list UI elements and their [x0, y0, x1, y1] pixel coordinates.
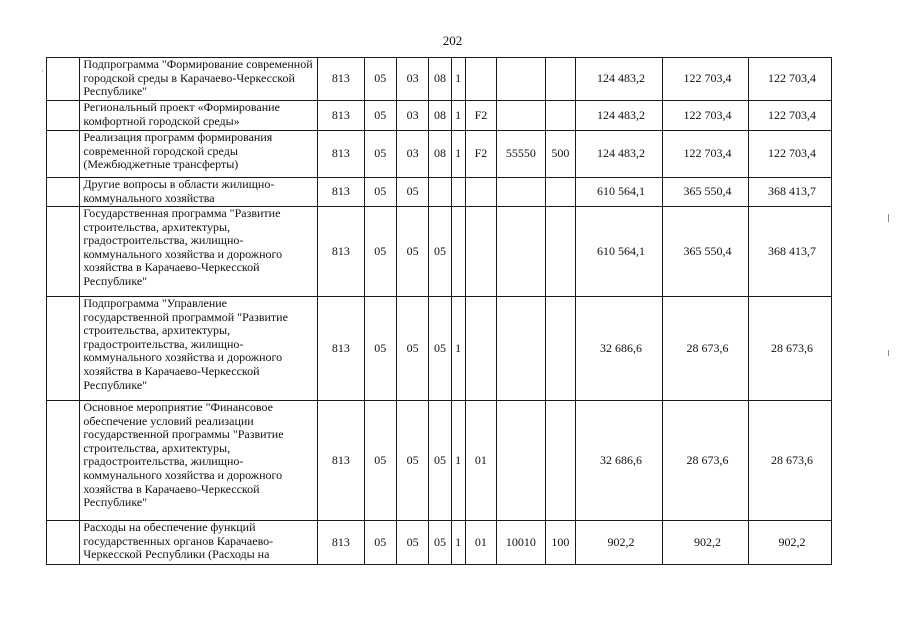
- item-name: Основное мероприятие "Финансовое обеспечение условий реализации государственной программы "Развитие строительства, архитектуры, градостроительства, жилищно-коммунального хозяйства и дорожного хозяйства в Карачаево-Черкесской Республике": [80, 401, 318, 521]
- table-row: [47, 521, 832, 565]
- amount-year-2: 365 550,4: [662, 178, 748, 207]
- expense-type-code: [545, 101, 575, 131]
- amount-year-3: 28 673,6: [748, 401, 831, 521]
- amount-year-1: 32 686,6: [576, 401, 663, 521]
- table-row: [47, 101, 832, 131]
- item-name: Расходы на обеспечение функций государственных органов Карачаево-Черкесской Республики (Расходы на: [80, 521, 318, 565]
- amount-year-3: 368 413,7: [748, 207, 831, 297]
- item-name: Государственная программа "Развитие строительства, архитектуры, градостроительства, жилищно-коммунального хозяйства и дорожного хозяйства в Карачаево-Черкесской Республике": [80, 207, 318, 297]
- event-code: F2: [465, 131, 496, 178]
- amount-year-2: 28 673,6: [662, 297, 748, 401]
- row-number-cell: [47, 178, 80, 207]
- table-row: [47, 131, 832, 178]
- row-number-cell: [47, 207, 80, 297]
- subprogram-code: 1: [451, 58, 465, 101]
- row-number-cell: [47, 101, 80, 131]
- subprogram-code: [451, 178, 465, 207]
- grbs-code: 813: [318, 131, 365, 178]
- row-number-cell: [47, 297, 80, 401]
- section-code: 05: [364, 401, 396, 521]
- amount-year-2: 28 673,6: [662, 401, 748, 521]
- program-code: 08: [429, 131, 451, 178]
- section-code: 05: [364, 58, 396, 101]
- row-number-cell: [47, 521, 80, 565]
- grbs-code: 813: [318, 401, 365, 521]
- grbs-code: 813: [318, 101, 365, 131]
- section-code: 05: [364, 297, 396, 401]
- subprogram-code: [451, 207, 465, 297]
- amount-year-2: 365 550,4: [662, 207, 748, 297]
- subprogram-code: 1: [451, 297, 465, 401]
- expense-type-code: [545, 297, 575, 401]
- expense-type-code: 500: [545, 131, 575, 178]
- section-code: 05: [364, 131, 396, 178]
- amount-year-1: 902,2: [576, 521, 663, 565]
- item-name: Реализация программ формирования современной городской среды (Межбюджетные трансферты): [80, 131, 318, 178]
- amount-year-2: 902,2: [662, 521, 748, 565]
- scan-edge-line: [888, 214, 889, 222]
- amount-year-1: 124 483,2: [576, 101, 663, 131]
- section-code: 05: [364, 521, 396, 565]
- program-code: 05: [429, 521, 451, 565]
- table-row: [47, 207, 832, 297]
- direction-code: [497, 101, 546, 131]
- grbs-code: 813: [318, 58, 365, 101]
- subsection-code: 03: [396, 58, 428, 101]
- item-name: Подпрограмма "Управление государственной программой "Развитие строительства, архитектуры, градостроительства, жилищно-коммунального хозяйства и дорожного хозяйства в Карачаево-Черкесской Республике": [80, 297, 318, 401]
- scan-edge-line: [888, 350, 889, 356]
- amount-year-1: 124 483,2: [576, 131, 663, 178]
- subsection-code: 05: [396, 207, 428, 297]
- expense-type-code: [545, 207, 575, 297]
- direction-code: 10010: [497, 521, 546, 565]
- subprogram-code: 1: [451, 521, 465, 565]
- amount-year-3: 122 703,4: [748, 58, 831, 101]
- row-number-cell: [47, 401, 80, 521]
- program-code: 05: [429, 207, 451, 297]
- subprogram-code: 1: [451, 101, 465, 131]
- direction-code: [497, 401, 546, 521]
- program-code: [429, 178, 451, 207]
- direction-code: [497, 297, 546, 401]
- subprogram-code: 1: [451, 401, 465, 521]
- expense-type-code: 100: [545, 521, 575, 565]
- direction-code: [497, 58, 546, 101]
- direction-code: [497, 207, 546, 297]
- amount-year-2: 122 703,4: [662, 58, 748, 101]
- budget-table: [46, 57, 832, 565]
- expense-type-code: [545, 58, 575, 101]
- program-code: 05: [429, 297, 451, 401]
- amount-year-3: 902,2: [748, 521, 831, 565]
- amount-year-1: 610 564,1: [576, 207, 663, 297]
- event-code: [465, 207, 496, 297]
- amount-year-3: 122 703,4: [748, 101, 831, 131]
- subsection-code: 03: [396, 131, 428, 178]
- amount-year-1: 124 483,2: [576, 58, 663, 101]
- subsection-code: 03: [396, 101, 428, 131]
- section-code: 05: [364, 207, 396, 297]
- amount-year-1: 32 686,6: [576, 297, 663, 401]
- row-number-cell: [47, 131, 80, 178]
- table-row: [47, 297, 832, 401]
- page-number: 202: [442, 33, 463, 48]
- amount-year-1: 610 564,1: [576, 178, 663, 207]
- subsection-code: 05: [396, 178, 428, 207]
- event-code: [465, 297, 496, 401]
- event-code: 01: [465, 521, 496, 565]
- direction-code: [497, 178, 546, 207]
- section-code: 05: [364, 178, 396, 207]
- amount-year-2: 122 703,4: [662, 101, 748, 131]
- item-name: Подпрограмма "Формирование современной городской среды в Карачаево-Черкесской Республике": [80, 58, 318, 101]
- direction-code: 55550: [497, 131, 546, 178]
- amount-year-3: 28 673,6: [748, 297, 831, 401]
- item-name: Другие вопросы в области жилищно-коммунального хозяйства: [80, 178, 318, 207]
- expense-type-code: [545, 401, 575, 521]
- subsection-code: 05: [396, 401, 428, 521]
- amount-year-2: 122 703,4: [662, 131, 748, 178]
- program-code: 05: [429, 401, 451, 521]
- item-name: Региональный проект «Формирование комфортной городской среды»: [80, 101, 318, 131]
- table-row: [47, 401, 832, 521]
- grbs-code: 813: [318, 207, 365, 297]
- amount-year-3: 368 413,7: [748, 178, 831, 207]
- grbs-code: 813: [318, 178, 365, 207]
- event-code: [465, 58, 496, 101]
- subsection-code: 05: [396, 521, 428, 565]
- program-code: 08: [429, 101, 451, 131]
- program-code: 08: [429, 58, 451, 101]
- grbs-code: 813: [318, 297, 365, 401]
- expense-type-code: [545, 178, 575, 207]
- row-number-cell: [47, 58, 80, 101]
- subprogram-code: 1: [451, 131, 465, 178]
- event-code: F2: [465, 101, 496, 131]
- table-row: [47, 58, 832, 101]
- subsection-code: 05: [396, 297, 428, 401]
- section-code: 05: [364, 101, 396, 131]
- scan-speck: ·: [41, 66, 44, 76]
- event-code: 01: [465, 401, 496, 521]
- event-code: [465, 178, 496, 207]
- amount-year-3: 122 703,4: [748, 131, 831, 178]
- table-row: [47, 178, 832, 207]
- grbs-code: 813: [318, 521, 365, 565]
